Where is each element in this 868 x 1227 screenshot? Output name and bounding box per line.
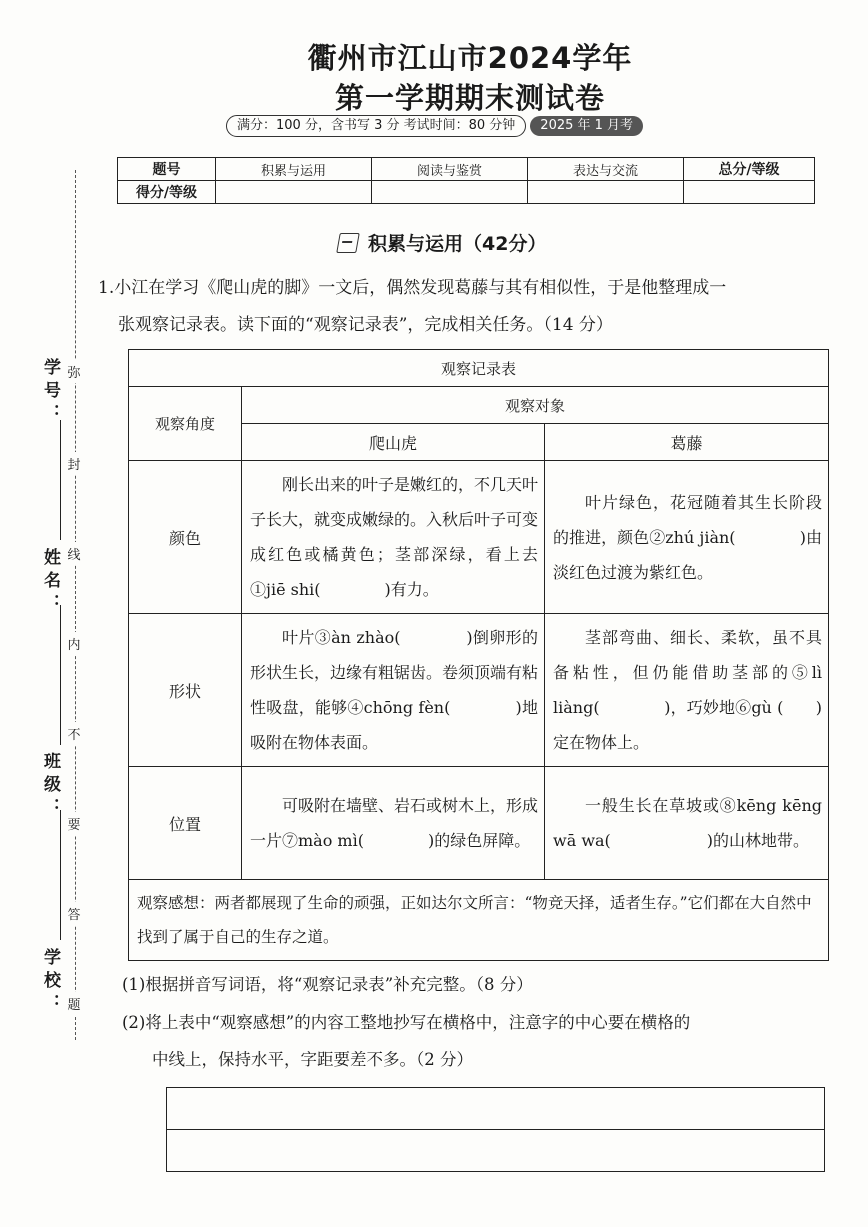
obs-header-row <box>129 387 829 424</box>
seal-char: 要 <box>64 812 84 835</box>
subquestion-1: (1)根据拼音写词语，将“观察记录表”补充完整。（8 分） <box>122 975 533 994</box>
score-header-cell: 题号 <box>118 158 216 181</box>
score-header-cell: 表达与交流 <box>528 158 684 181</box>
obs-cell-pashanhu[interactable]: 叶片③àn zhào( )倒卵形的形状生长，边缘有粗锯齿。卷须顶端有粘性吸盘，能够④chōng fèn( )地吸附在物体表面。 <box>242 614 545 767</box>
question-text: 小江在学习《爬山虎的脚》一文后，偶然发现葛藤与其有相似性，于是他整理成一 <box>114 278 727 298</box>
obs-title-row <box>129 350 829 387</box>
seal-char: 弥 <box>64 360 84 383</box>
seal-char: 答 <box>64 902 84 925</box>
score-input-cell[interactable] <box>528 181 684 204</box>
exam-title-line1: 衢州市江山市2024学年 <box>307 41 633 75</box>
score-table-score-row <box>118 181 815 204</box>
obs-cell-geteng[interactable]: 一般生长在草坡或⑧kēng kēng wā wa( )的山林地带。 <box>545 767 829 880</box>
score-header-cell: 总分/等级 <box>684 158 815 181</box>
score-table-header-row <box>118 158 815 181</box>
name-label: 姓名： <box>40 548 60 617</box>
exam-title-line2: 第一学期期末测试卷 <box>334 81 605 115</box>
subquestion-2-line1: (2)将上表中“观察感想”的内容工整地抄写在横格中，注意字的中心要在横格的 <box>122 1013 691 1032</box>
obs-row-shape <box>129 614 829 767</box>
obs-cell-geteng[interactable]: 茎部弯曲、细长、柔软，虽不具备粘性，但仍能借助茎部的⑤lì liàng( )，巧妙地⑥gù ( )定在物体上。 <box>545 614 829 767</box>
seal-char: 线 <box>64 542 84 565</box>
obs-object-header: 观察对象 <box>242 387 829 424</box>
seal-char: 不 <box>64 722 84 745</box>
score-header-cell: 积累与运用 <box>216 158 372 181</box>
obs-row-label: 形状 <box>129 614 242 767</box>
question-1-line1 <box>98 271 838 305</box>
school-label: 学校： <box>40 948 60 1017</box>
seal-char: 封 <box>64 452 84 475</box>
student-id-line <box>60 420 61 540</box>
observation-table <box>128 349 829 961</box>
obs-row-color <box>129 461 829 614</box>
score-table <box>117 157 815 204</box>
obs-table-title: 观察记录表 <box>129 350 829 387</box>
section-heading <box>338 229 546 256</box>
obs-col-pashanhu: 爬山虎 <box>242 424 545 461</box>
student-id-label: 学号： <box>40 358 60 427</box>
name-line <box>60 605 61 745</box>
obs-row-position <box>129 767 829 880</box>
obs-cell-geteng[interactable]: 叶片绿色，花冠随着其生长阶段的推进，颜色②zhú jiàn( )由淡红色过渡为紫红色。 <box>545 461 829 614</box>
obs-cell-pashanhu[interactable]: 刚长出来的叶子是嫩红的，不几天叶子长大，就变成嫩绿的。入秋后叶子可变成红色或橘黄色；茎部深绿，看上去①jiē shi( )有力。 <box>242 461 545 614</box>
class-line <box>60 810 61 940</box>
obs-thoughts: 观察感想：两者都展现了生命的顽强，正如达尔文所言：“物竞天择，适者生存。”它们都在大自然中找到了属于自己的生存之道。 <box>129 880 829 961</box>
obs-row-label: 颜色 <box>129 461 242 614</box>
subquestion-2-line2: 中线上，保持水平，字距要差不多。（2 分） <box>152 1050 473 1069</box>
section-title: 积累与运用（42分） <box>368 233 547 255</box>
obs-angle-header: 观察角度 <box>129 387 242 461</box>
obs-row-label: 位置 <box>129 767 242 880</box>
question-number: 1. <box>98 278 115 298</box>
exam-date-badge: 2025 年 1 月考 <box>530 116 643 136</box>
class-label: 班级： <box>40 752 60 821</box>
seal-char: 题 <box>64 992 84 1015</box>
score-input-cell[interactable] <box>684 181 815 204</box>
obs-cell-pashanhu[interactable]: 可吸附在墙壁、岩石或树木上，形成一片⑦mào mì( )的绿色屏障。 <box>242 767 545 880</box>
seal-char: 内 <box>64 632 84 655</box>
score-input-cell[interactable] <box>372 181 528 204</box>
score-row-label: 得分/等级 <box>118 181 216 204</box>
pencil-note-icon <box>336 233 360 253</box>
question-1-line2: 张观察记录表。读下面的“观察记录表”，完成相关任务。（14 分） <box>118 315 613 335</box>
obs-col-geteng: 葛藤 <box>545 424 829 461</box>
score-header-cell: 阅读与鉴赏 <box>372 158 528 181</box>
exam-info: 满分：100 分，含书写 3 分 考试时间：80 分钟 <box>226 115 526 137</box>
exam-info-bar <box>226 115 643 137</box>
grid-middle-line <box>167 1129 824 1130</box>
score-input-cell[interactable] <box>216 181 372 204</box>
obs-thoughts-row <box>129 880 829 961</box>
handwriting-grid[interactable] <box>166 1087 825 1172</box>
